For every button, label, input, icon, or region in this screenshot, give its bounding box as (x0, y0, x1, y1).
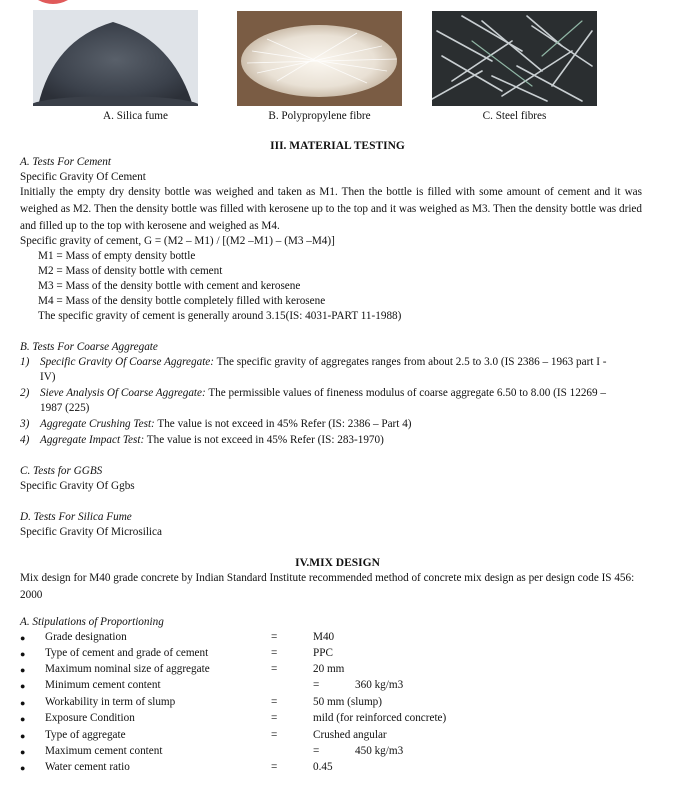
subsection-title-microsilica-gravity: Specific Gravity Of Microsilica (20, 526, 162, 538)
figure-caption-c: C. Steel fibres (482, 110, 547, 122)
subsection-title-ggbs-gravity: Specific Gravity Of Ggbs (20, 480, 135, 492)
bullet-icon: ● (20, 698, 26, 708)
definition-m1: M1 = Mass of empty density bottle (38, 250, 196, 262)
list-item-sieve-analysis: Sieve Analysis Of Coarse Aggregate: The permissible values of fineness modulus of coarse aggregate 6.50 to 8.00 (IS 12269 – (40, 387, 606, 399)
bullet-icon: ● (20, 763, 26, 773)
list-number: 4) (20, 434, 30, 446)
cement-gravity-note: The specific gravity of cement is generally around 3.15(IS: 4031-PART 11-1988) (38, 310, 402, 322)
bullet-icon: ● (20, 649, 26, 659)
definition-m3: M3 = Mass of the density bottle with cement and kerosene (38, 280, 301, 292)
subsection-heading-silica-fume: D. Tests For Silica Fume (20, 511, 132, 523)
bullet-icon: ● (20, 681, 26, 691)
list-number: 1) (20, 356, 30, 368)
list-item-specific-gravity: Specific Gravity Of Coarse Aggregate: The specific gravity of aggregates ranges from about 2.5 to 3.0 (IS 2386 – 1963 part I - (40, 356, 607, 368)
figure-caption-a: A. Silica fume (103, 110, 168, 122)
decorative-arc (38, 0, 68, 6)
cement-gravity-formula: Specific gravity of cement, G = (M2 – M1) / [(M2 –M1) – (M3 –M4)] (20, 235, 335, 247)
silica-fume-image (33, 10, 198, 106)
bullet-icon: ● (20, 665, 26, 675)
bullet-icon: ● (20, 633, 26, 643)
list-item-continuation: IV) (40, 371, 56, 383)
subsection-heading-cement: A. Tests For Cement (20, 156, 111, 168)
list-item-impact-test: Aggregate Impact Test: The value is not exceed in 45% Refer (IS: 283-1970) (40, 434, 384, 446)
mix-design-intro: Mix design for M40 grade concrete by Indian Standard Institute recommended method of concrete mix design as per design code IS 456: 2000 (20, 572, 635, 601)
subsection-title-cement-gravity: Specific Gravity Of Cement (20, 171, 146, 183)
polypropylene-fibre-image (237, 11, 402, 106)
subsection-heading-ggbs: C. Tests for GGBS (20, 465, 103, 477)
definition-m4: M4 = Mass of the density bottle completely filled with kerosene (38, 295, 326, 307)
list-number: 3) (20, 418, 30, 430)
subsection-heading-coarse-aggregate: B. Tests For Coarse Aggregate (20, 341, 158, 353)
bullet-icon: ● (20, 731, 26, 741)
list-item-continuation: 1987 (225) (40, 402, 90, 414)
figure-caption-b: B. Polypropylene fibre (268, 110, 371, 122)
cement-test-paragraph: Initially the empty dry density bottle was weighed and taken as M1. Then the bottle is filled with some amount of cement and it was weighed as M2. Then the density bottle was filled with kerosene up to the top and it was weighed as M3. Then the density bottle was dried and filled up to the top with kerosene and weighed as M4. (20, 186, 642, 232)
bullet-icon: ● (20, 714, 26, 724)
subsection-heading-stipulations: A. Stipulations of Proportioning (20, 616, 164, 628)
section-heading-mix-design: IV.MIX DESIGN (295, 557, 380, 569)
steel-fibres-image (432, 11, 597, 106)
list-number: 2) (20, 387, 30, 399)
list-item-crushing-test: Aggregate Crushing Test: The value is not exceed in 45% Refer (IS: 2386 – Part 4) (40, 418, 412, 430)
bullet-icon: ● (20, 747, 26, 757)
definition-m2: M2 = Mass of density bottle with cement (38, 265, 223, 277)
section-heading-material-testing: III. MATERIAL TESTING (270, 140, 405, 152)
